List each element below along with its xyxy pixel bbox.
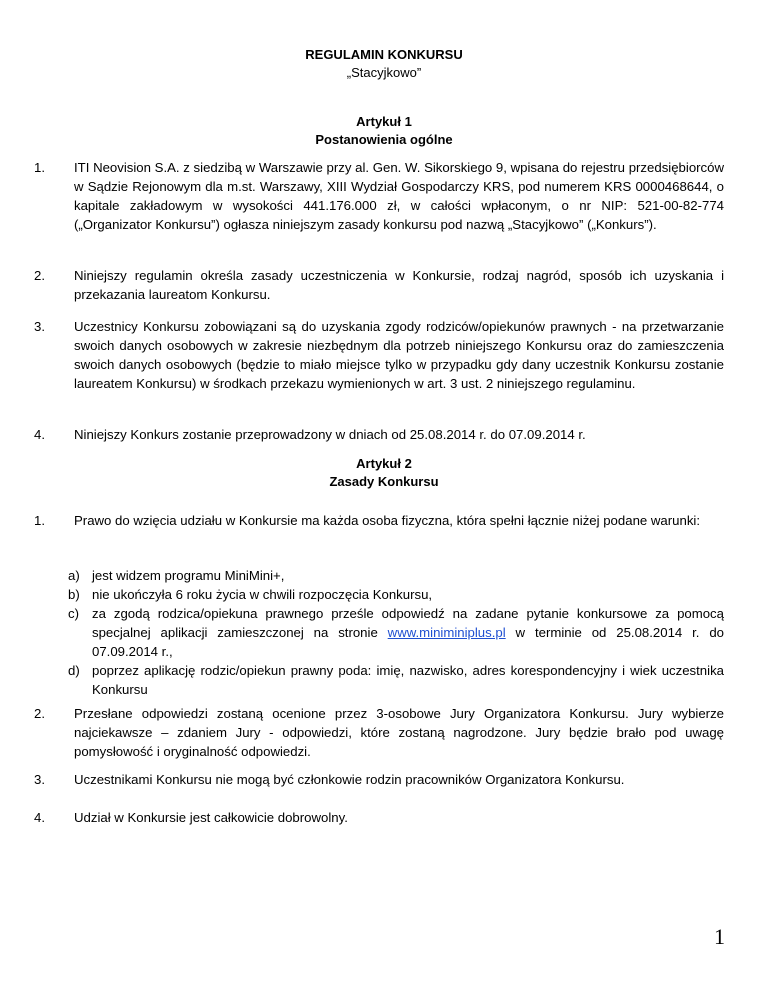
subitem-letter: d) xyxy=(68,663,80,678)
art2-subitem-a xyxy=(68,566,724,585)
item-number: 3. xyxy=(34,772,45,787)
item-number: 2. xyxy=(34,706,45,721)
item-text: Prawo do wzięcia udziału w Konkursie ma każda osoba fizyczna, która spełni łącznie niżej podane warunki: xyxy=(74,513,701,528)
art1-item-4 xyxy=(34,425,724,444)
art2-subitem-b xyxy=(68,585,724,604)
item-text: ITI Neovision S.A. z siedzibą w Warszawie przy al. Gen. W. Sikorskiego 9, wpisana do rejestru przedsiębiorców w Sądzie Rejonowym dla m.st. Warszawy, XIII Wydział Gospodarczy KRS, pod numerem KRS 0000468644, o kapitale zakładowym w wysokości 441.176.000 zł, w całości wpłaconym, o nr NIP: 521-00-82-774 („Organizator Konkursu”) ogłasza niniejszym zasady konkursu pod nazwą „Stacyjkowo” („Konkurs”). xyxy=(74,160,724,232)
art2-item-2 xyxy=(34,704,724,761)
art2-item-1 xyxy=(34,511,724,530)
item-number: 1. xyxy=(34,160,45,175)
art1-item-1 xyxy=(34,158,724,234)
subitem-text xyxy=(92,604,724,661)
art1-item-3 xyxy=(34,317,724,393)
article-1-heading: Artykuł 1 xyxy=(356,114,412,129)
subitem-letter: b) xyxy=(68,587,80,602)
subitem-letter: a) xyxy=(68,568,80,583)
item-text: Uczestnicy Konkursu zobowiązani są do uzyskania zgody rodziców/opiekunów prawnych - na przetwarzanie swoich danych osobowych w zakresie niezbędnym dla potrzeb niniejszego Konkursu oraz do zamieszczenia swoich danych osobowych (będzie to miało miejsce tylko w przypadku gdy dany uczestnik Konkursu zostanie laureatem Konkursu) w środkach przekazu wymienionych w art. 3 ust. 2 niniejszego regulaminu. xyxy=(74,319,724,391)
article-1-subheading: Postanowienia ogólne xyxy=(315,132,453,147)
item-number: 2. xyxy=(34,268,45,283)
item-text: Niniejszy regulamin określa zasady uczestniczenia w Konkursie, rodzaj nagród, sposób ich uzyskania i przekazania laureatom Konkursu. xyxy=(74,268,724,302)
item-number: 4. xyxy=(34,810,45,825)
subitem-text: jest widzem programu MiniMini+, xyxy=(92,568,285,583)
subitem-text: nie ukończyła 6 roku życia w chwili rozpoczęcia Konkursu, xyxy=(92,587,433,602)
article-2-subheading: Zasady Konkursu xyxy=(329,474,439,489)
subitem-text-part: w terminie od 25.08.2014 r. do 07.09.2014 r., xyxy=(92,625,725,659)
document-title: REGULAMIN KONKURSU xyxy=(305,47,463,62)
miniminiplus-link[interactable]: www.miniminiplus.pl xyxy=(387,625,506,640)
subitem-text-part: za zgodą rodzica/opiekuna prawnego prześle odpowiedź na zadane pytanie konkursowe za pomocą specjalnej aplikacji zamieszczonej na stronie xyxy=(92,606,724,640)
item-number: 1. xyxy=(34,513,45,528)
page-number: 1 xyxy=(714,924,725,949)
art2-item-3 xyxy=(34,770,724,789)
item-text: Niniejszy Konkurs zostanie przeprowadzony w dniach od 25.08.2014 r. do 07.09.2014 r. xyxy=(74,427,586,442)
item-text: Udział w Konkursie jest całkowicie dobrowolny. xyxy=(74,810,348,825)
art2-subitem-c xyxy=(68,604,724,661)
document-subtitle: „Stacyjkowo” xyxy=(346,65,422,80)
art1-item-2 xyxy=(34,266,724,304)
item-number: 3. xyxy=(34,319,45,334)
art2-item-4 xyxy=(34,808,724,827)
subitem-letter: c) xyxy=(68,606,79,621)
item-number: 4. xyxy=(34,427,45,442)
article-2-heading: Artykuł 2 xyxy=(356,456,412,471)
item-text: Przesłane odpowiedzi zostaną ocenione przez 3-osobowe Jury Organizatora Konkursu. Jury wybierze najciekawsze – zdaniem Jury - odpowiedzi, które zostaną nagrodzone. Jury będzie brało pod uwagę pomysłowość i oryginalność odpowiedzi. xyxy=(74,706,724,759)
art2-subitem-d xyxy=(68,661,724,699)
item-text: Uczestnikami Konkursu nie mogą być członkowie rodzin pracowników Organizatora Konkursu. xyxy=(74,772,625,787)
subitem-text: poprzez aplikację rodzic/opiekun prawny poda: imię, nazwisko, adres korespondencyjny i wiek uczestnika Konkursu xyxy=(92,663,724,697)
